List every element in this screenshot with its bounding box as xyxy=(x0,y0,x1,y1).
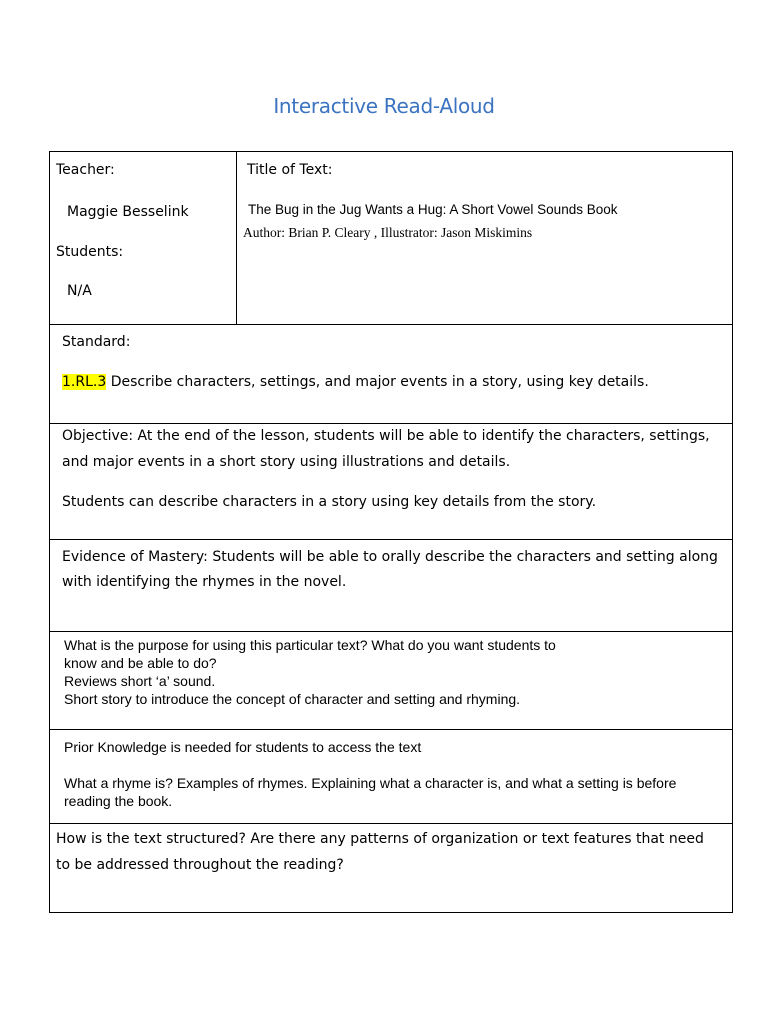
standard-row xyxy=(50,324,732,423)
purpose-line-3: Reviews short ‘a’ sound. xyxy=(64,673,216,689)
purpose-line-1: What is the purpose for using this particular text? What do you want students to xyxy=(64,637,556,653)
standard-label: Standard: xyxy=(62,334,131,350)
evidence-line-2: with identifying the rhymes in the novel. xyxy=(62,574,347,590)
lesson-plan-table xyxy=(49,151,733,913)
teacher-label: Teacher: xyxy=(56,162,115,178)
teacher-name: Maggie Besselink xyxy=(67,204,189,220)
objective-line-1: Objective: At the end of the lesson, students will be able to identify the characters, settings, xyxy=(62,428,710,444)
header-row xyxy=(50,152,732,324)
standard-line xyxy=(62,374,649,390)
objective-line-2: and major events in a short story using illustrations and details. xyxy=(62,454,511,470)
author-line: Author: Brian P. Cleary , Illustrator: Jason Miskimins xyxy=(243,225,533,240)
prior-line-1: Prior Knowledge is needed for students to access the text xyxy=(64,739,422,755)
objective-row xyxy=(50,423,732,539)
students-label: Students: xyxy=(56,244,124,260)
purpose-row xyxy=(50,631,732,729)
title-of-text-label: Title of Text: xyxy=(247,162,333,178)
prior-knowledge-row xyxy=(50,729,732,823)
students-value: N/A xyxy=(67,283,92,299)
structure-row xyxy=(50,823,732,912)
standard-text: Describe characters, settings, and major events in a story, using key details. xyxy=(106,374,649,390)
structure-line-2: to be addressed throughout the reading? xyxy=(56,857,344,873)
teacher-cell xyxy=(50,152,237,324)
page-title: Interactive Read-Aloud xyxy=(273,94,495,118)
prior-line-2: What a rhyme is? Examples of rhymes. Explaining what a character is, and what a setting is before xyxy=(64,775,677,791)
objective-line-3: Students can describe characters in a story using key details from the story. xyxy=(62,494,597,510)
title-of-text-cell xyxy=(237,152,732,324)
purpose-line-2: know and be able to do? xyxy=(64,655,217,671)
purpose-line-4: Short story to introduce the concept of character and setting and rhyming. xyxy=(64,691,521,707)
prior-line-3: reading the book. xyxy=(64,793,173,809)
structure-line-1: How is the text structured? Are there any patterns of organization or text features that need xyxy=(56,831,704,847)
standard-code: 1.RL.3 xyxy=(62,374,107,390)
book-title: The Bug in the Jug Wants a Hug: A Short Vowel Sounds Book xyxy=(248,202,618,217)
evidence-line-1: Evidence of Mastery: Students will be able to orally describe the characters and setting along xyxy=(62,549,718,565)
evidence-row xyxy=(50,539,732,631)
